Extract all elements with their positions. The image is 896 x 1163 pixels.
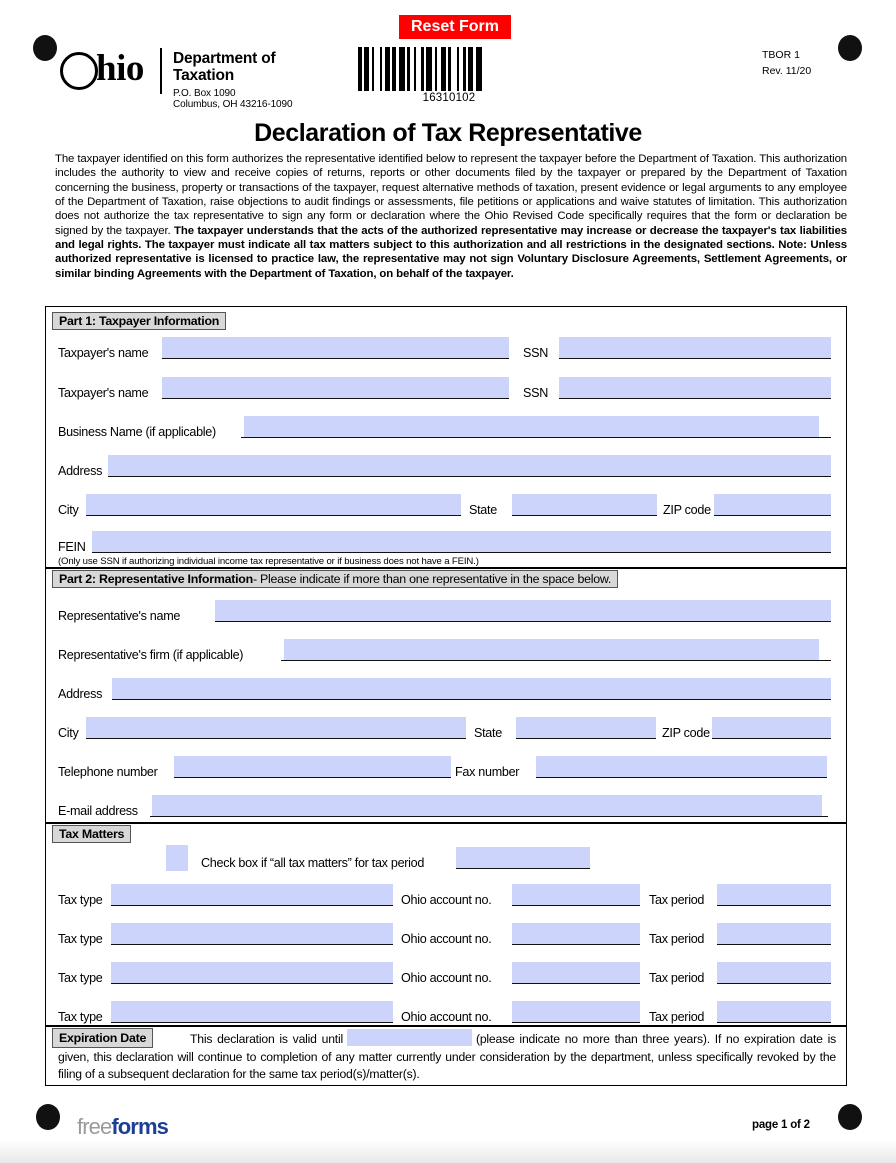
label-tax-period: Tax period: [649, 893, 705, 907]
expiration-text-before: This declaration is valid until: [190, 1032, 343, 1046]
section-header-part2: [52, 570, 618, 588]
input-ssn-1[interactable]: [559, 337, 831, 359]
input-tax-type-1[interactable]: [111, 884, 393, 906]
row-taxpayer-name-2: [46, 372, 846, 400]
input-tax-type-4[interactable]: [111, 1001, 393, 1023]
section-header-part2-sublabel: - Please indicate if more than one representative in the space below.: [252, 572, 612, 586]
department-line-2: Taxation: [173, 67, 234, 85]
label-representative-name: Representative's name: [58, 609, 181, 623]
table-row: [46, 996, 846, 1024]
page-title: Declaration of Tax Representative: [254, 119, 642, 147]
fein-note: (Only use SSN if authorizing individual income tax representative or if business does not have a FEIN.): [58, 556, 479, 567]
barcode-number: 16310102: [422, 92, 476, 104]
input-taxpayer-name-1[interactable]: [162, 337, 509, 359]
authorization-paragraph-normal: The taxpayer identified on this form authorizes the representative identified below to represent the taxpayer before the Department of Taxation. This authorization includes the authority to view and receive copies of returns, reports or other documents filed by the taxpayer or prepared by the Department of Taxation concerning the business, property or transactions of the taxpayer, request alternative methods of taxation, present evidence or legal arguments to any employee of the Department of Taxation, raise objections to audit findings or assessments, file petitions or applications and waive statutes of limitation. This authorization does not authorize the tax representative to sign any form or declaration where the Ohio Revised Code specifically requires that the form or declaration be signed by the taxpayer.: [55, 153, 847, 237]
logo-divider: [160, 48, 162, 94]
input-all-tax-matters-period[interactable]: [456, 847, 590, 869]
row-all-tax-matters: [46, 842, 846, 872]
all-tax-matters-checkbox[interactable]: [166, 845, 188, 871]
barcode-image: [358, 47, 540, 91]
section-header-part2-label: Part 2: Representative Information: [59, 572, 253, 586]
label-tax-type: Tax type: [58, 893, 103, 907]
input-ohio-account-no-4[interactable]: [512, 1001, 640, 1023]
label-zip-representative: ZIP code: [662, 726, 710, 740]
table-row: [46, 918, 846, 946]
expiration-statement: [58, 1029, 836, 1084]
section-header-expiration-label: Expiration Date: [59, 1031, 147, 1045]
department-po-box: P.O. Box 1090: [173, 87, 236, 99]
reset-form-button[interactable]: Reset Form: [399, 15, 511, 39]
underline-business-name: [241, 437, 831, 438]
row-representative-name: [46, 595, 846, 623]
input-city-representative[interactable]: [86, 717, 466, 739]
input-ssn-2[interactable]: [559, 377, 831, 399]
input-zip-taxpayer[interactable]: [714, 494, 831, 516]
input-tax-period-3[interactable]: [717, 962, 831, 984]
label-email: E-mail address: [58, 804, 138, 818]
row-fein: [46, 526, 846, 554]
row-address-representative: [46, 673, 846, 701]
ohio-logo: [60, 50, 144, 90]
input-tax-period-2[interactable]: [717, 923, 831, 945]
label-tax-type: Tax type: [58, 1010, 103, 1024]
row-city-state-zip-representative: [46, 712, 846, 740]
form-number-block: [762, 48, 811, 80]
label-taxpayer-name-2: Taxpayer's name: [58, 386, 149, 400]
label-tax-period: Tax period: [649, 1010, 705, 1024]
input-tax-type-2[interactable]: [111, 923, 393, 945]
section-header-part1-label: Part 1: Taxpayer Information: [59, 314, 220, 328]
input-tax-period-1[interactable]: [717, 884, 831, 906]
freeforms-logo: [77, 1114, 168, 1140]
input-taxpayer-name-2[interactable]: [162, 377, 509, 399]
authorization-paragraph-bold: The taxpayer understands that the acts of the authorized representative may increase or decrease the taxpayer's tax liabilities and legal rights. The taxpayer must indicate all tax matters subject to this authorization and all restrictions in the designated sections. Note: Unless authorized representative is licensed to practice law, the representative may not sign Voluntary Disclosure Agreements, Settlement Agreements, or similar binding Agreements with the Department of Taxation, on behalf of the taxpayer.: [55, 224, 847, 280]
label-ohio-account-no: Ohio account no.: [401, 1010, 492, 1024]
input-fax[interactable]: [536, 756, 827, 778]
row-taxpayer-name-1: [46, 332, 846, 360]
label-tax-type: Tax type: [58, 932, 103, 946]
freeforms-logo-forms: forms: [111, 1114, 168, 1139]
row-city-state-zip-taxpayer: [46, 489, 846, 517]
row-business-name: [46, 411, 846, 439]
binder-hole-icon: [838, 1104, 862, 1130]
binder-hole-icon: [36, 1104, 60, 1130]
input-tax-type-3[interactable]: [111, 962, 393, 984]
label-all-tax-matters: Check box if “all tax matters” for tax period: [201, 856, 425, 870]
input-zip-representative[interactable]: [712, 717, 831, 739]
input-address-representative[interactable]: [112, 678, 831, 700]
label-tax-period: Tax period: [649, 971, 705, 985]
label-tax-type: Tax type: [58, 971, 103, 985]
row-address-taxpayer: [46, 450, 846, 478]
input-telephone[interactable]: [174, 756, 451, 778]
input-ohio-account-no-1[interactable]: [512, 884, 640, 906]
underline-email: [150, 816, 828, 817]
input-representative-firm[interactable]: [284, 639, 819, 661]
label-state-representative: State: [474, 726, 502, 740]
form-revision: Rev. 11/20: [762, 64, 812, 77]
section-divider: [46, 1025, 846, 1027]
department-line-1: Department of: [173, 50, 276, 67]
label-address-taxpayer: Address: [58, 464, 103, 478]
input-representative-name[interactable]: [215, 600, 831, 622]
row-email: [46, 790, 846, 818]
label-state-taxpayer: State: [469, 503, 497, 517]
input-city-taxpayer[interactable]: [86, 494, 461, 516]
department-city-state-zip: Columbus, OH 43216-1090: [173, 98, 293, 110]
form-number: TBOR 1: [762, 49, 800, 61]
authorization-paragraph: [55, 152, 847, 281]
table-row: [46, 879, 846, 907]
label-zip-taxpayer: ZIP code: [663, 503, 711, 517]
underline-representative-firm: [281, 660, 831, 661]
input-ohio-account-no-3[interactable]: [512, 962, 640, 984]
label-ohio-account-no: Ohio account no.: [401, 932, 492, 946]
freeforms-logo-free: free: [77, 1114, 112, 1139]
row-phone-fax: [46, 751, 846, 779]
label-address-representative: Address: [58, 687, 103, 701]
department-block: [173, 50, 292, 110]
row-representative-firm: [46, 634, 846, 662]
label-business-name: Business Name (if applicable): [58, 425, 216, 439]
label-ohio-account-no: Ohio account no.: [401, 971, 492, 985]
ohio-logo-circle-icon: [60, 52, 98, 90]
input-ohio-account-no-2[interactable]: [512, 923, 640, 945]
expiration-text-after: (please indicate no more than three years). If no expiration date is given, this declaration will continue to completion of any matter currently under consideration by the department, unless specifically revoked by the filing of a subsequent declaration for the same tax period(s)/matter(s).: [58, 1032, 836, 1081]
section-header-tax-matters: [52, 825, 131, 843]
input-tax-period-4[interactable]: [717, 1001, 831, 1023]
input-email[interactable]: [152, 795, 822, 817]
label-fax: Fax number: [455, 765, 520, 779]
input-business-name[interactable]: [244, 416, 819, 438]
label-taxpayer-name-1: Taxpayer's name: [58, 346, 149, 360]
label-city-representative: City: [58, 726, 79, 740]
section-header-tax-matters-label: Tax Matters: [59, 827, 125, 841]
label-city-taxpayer: City: [58, 503, 79, 517]
input-state-representative[interactable]: [516, 717, 656, 739]
input-state-taxpayer[interactable]: [512, 494, 657, 516]
input-fein[interactable]: [92, 531, 831, 553]
label-ohio-account-no: Ohio account no.: [401, 893, 492, 907]
label-representative-firm: Representative's firm (if applicable): [58, 648, 244, 662]
label-ssn-2: SSN: [523, 386, 548, 400]
page-indicator: page 1 of 2: [752, 1119, 810, 1131]
label-tax-period: Tax period: [649, 932, 705, 946]
ohio-logo-text: hio: [96, 48, 144, 89]
form-header: [0, 0, 896, 118]
section-divider: [46, 567, 846, 569]
section-divider: [46, 822, 846, 824]
form-body: [45, 306, 847, 1086]
label-ssn-1: SSN: [523, 346, 548, 360]
table-row: [46, 957, 846, 985]
input-expiration-date[interactable]: [347, 1029, 472, 1046]
section-header-part1: [52, 312, 226, 330]
input-address-taxpayer[interactable]: [108, 455, 831, 477]
label-telephone: Telephone number: [58, 765, 158, 779]
label-fein: FEIN: [58, 540, 86, 554]
